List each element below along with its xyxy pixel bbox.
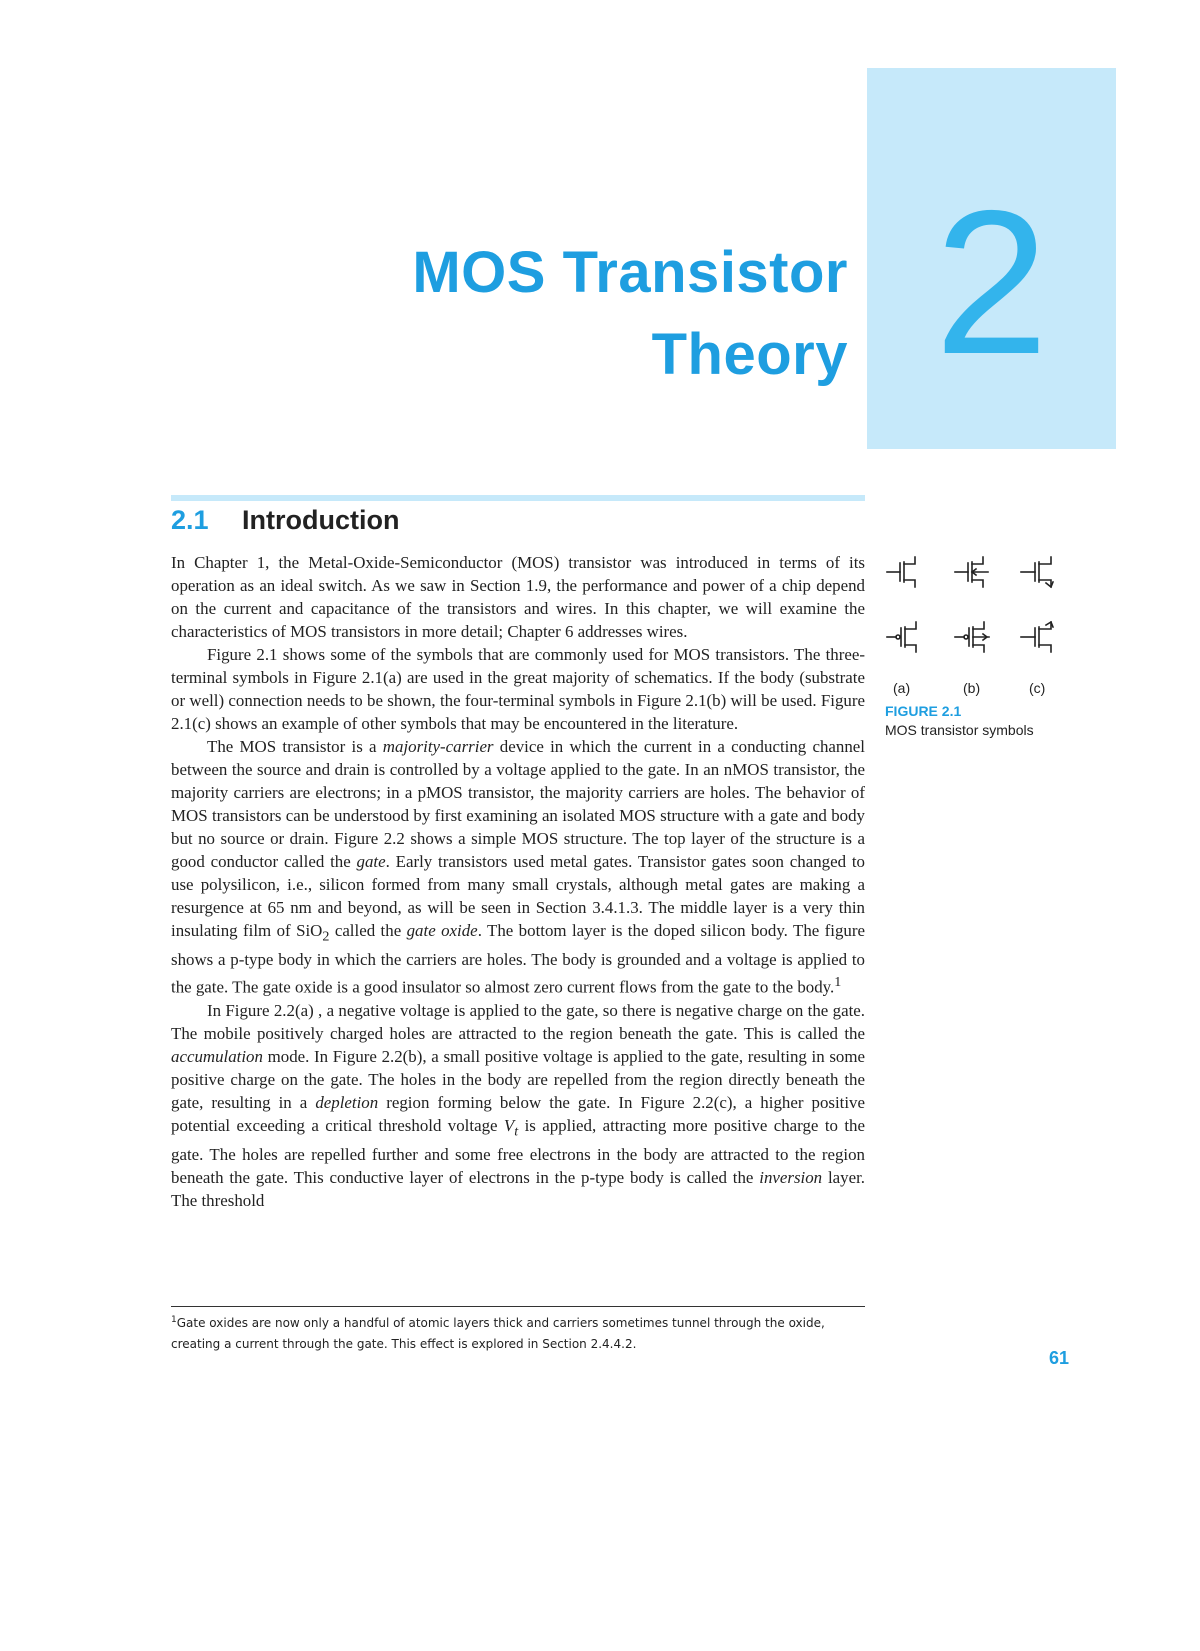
footnote-marker: 1: [171, 1315, 177, 1325]
transistor-symbols: [885, 555, 1085, 680]
var-t: t: [514, 1123, 519, 1140]
text-run: is applied, attracting more positive charge to the gate. The holes are repelled further and some free electrons in the body are attracted to the region beneath the gate. This conductive layer of electrons in the p-type body is called the: [171, 1116, 865, 1188]
term-depletion: depletion: [315, 1093, 379, 1112]
term-gate-oxide: gate oxide: [406, 921, 478, 940]
figure-label-c: (c): [1029, 680, 1046, 696]
subscript-2: 2: [322, 928, 330, 945]
section-heading: [171, 502, 399, 538]
text-run: . The bottom layer is the doped silicon body. The figure shows a p-type body in which the carriers are holes. The body is grounded and a voltage is applied to the gate. The gate oxide is a good insulator so almost zero current flows from the gate to the body.: [171, 921, 865, 997]
text-run: In Figure 2.2(a) , a negative voltage is applied to the gate, so there is negative charge on the gate. The mobile positively charged holes are attracted to the region beneath the gate. This is called the: [171, 1001, 865, 1043]
figure-labels: [885, 680, 1085, 700]
chapter-number: 2: [934, 168, 1049, 397]
pmos-3-terminal-icon: [887, 622, 916, 652]
text-run: mode. In Figure 2.2(b), a small positive voltage is applied to the gate, resulting in some positive charge on the gate. The holes in the body are repelled from the region directly beneath the gate, resulting in a: [171, 1047, 865, 1112]
text-run: layer. The threshold: [171, 1168, 865, 1211]
footnote: [171, 1310, 865, 1355]
term-inversion: inversion: [759, 1168, 823, 1188]
text-run: region forming below the gate. In Figure 2.2(c), a higher positive potential exceeding a critical threshold voltage: [171, 1093, 865, 1135]
footnote-ref: 1: [834, 974, 842, 991]
paragraph-1: In Chapter 1, the Metal-Oxide-Semiconductor (MOS) transistor was introduced in terms of its operation as an ideal switch. As we saw in Section 1.9, the performance and power of a chip depend on the current and capacitance of the transistors and wires. In this chapter, we will examine the characteristics of MOS transistors in more detail; Chapter 6 addresses wires.: [171, 553, 865, 641]
chapter-box: [867, 68, 1116, 449]
pmos-4-terminal-icon: [955, 622, 989, 652]
figure-number: FIGURE 2.1: [885, 703, 962, 719]
chapter-title-line1: MOS Transistor: [412, 240, 848, 305]
paragraph-2: Figure 2.1 shows some of the symbols that are commonly used for MOS transistors. The three-terminal symbols in Figure 2.1(a) are used in the great majority of schematics. If the body (substrate or well) connection needs to be shown, the four-terminal symbols in Figure 2.1(b) will be used. Figure 2.1(c) shows an example of other symbols that may be encountered in the literature.: [171, 645, 865, 733]
pmos-alt-icon: [1021, 622, 1053, 652]
chapter-title-line2: Theory: [651, 322, 848, 387]
term-majority-carrier: majority-carrier: [382, 737, 494, 756]
footnote-rule: [171, 1306, 865, 1307]
nmos-3-terminal-icon: [887, 557, 915, 587]
term-gate: gate: [356, 852, 386, 871]
text-run: The MOS transistor is a: [207, 737, 383, 756]
nmos-alt-icon: [1021, 557, 1053, 587]
chapter-title: [412, 232, 848, 396]
section-number: 2.1: [171, 505, 209, 535]
term-accumulation: accumulation: [171, 1047, 263, 1066]
paragraph-3: [171, 735, 865, 999]
figure-label-a: (a): [893, 680, 911, 696]
section-title: Introduction: [242, 505, 400, 535]
text-run: called the: [329, 921, 407, 940]
page-number: 61: [1049, 1348, 1070, 1368]
figure-caption: MOS transistor symbols: [885, 722, 1034, 738]
figure-label-b: (b): [963, 680, 981, 696]
nmos-4-terminal-icon: [955, 557, 988, 587]
section-rule: [171, 495, 865, 501]
text-run: device in which the current in a conducting channel between the source and drain is controlled by a voltage applied to the gate. In an nMOS transistor, the majority carriers are electrons; in a pMOS transistor, the majority carriers are holes. The behavior of MOS transistors can be understood by first examining an isolated MOS structure with a gate and body but no source or drain. Figure 2.2 shows a simple MOS structure. The top layer of the structure is a good conductor called the: [171, 737, 865, 871]
body-text: [171, 551, 865, 1212]
figure-2-1: [885, 555, 1085, 738]
footnote-text: Gate oxides are now only a handful of atomic layers thick and carriers sometimes tunnel through the oxide, creating a current through the gate. This effect is explored in Section 2.4.4.2.: [171, 1316, 825, 1351]
text-run: . Early transistors used metal gates. Transistor gates soon changed to use polysilicon, i.e., silicon formed from many small crystals, although metal gates are making a resurgence at 65 nm and beyond, as will be seen in Section 3.4.1.3. The middle layer is a very thin insulating film of SiO: [171, 852, 865, 940]
var-v: V: [503, 1116, 515, 1135]
paragraph-4: [171, 999, 865, 1212]
